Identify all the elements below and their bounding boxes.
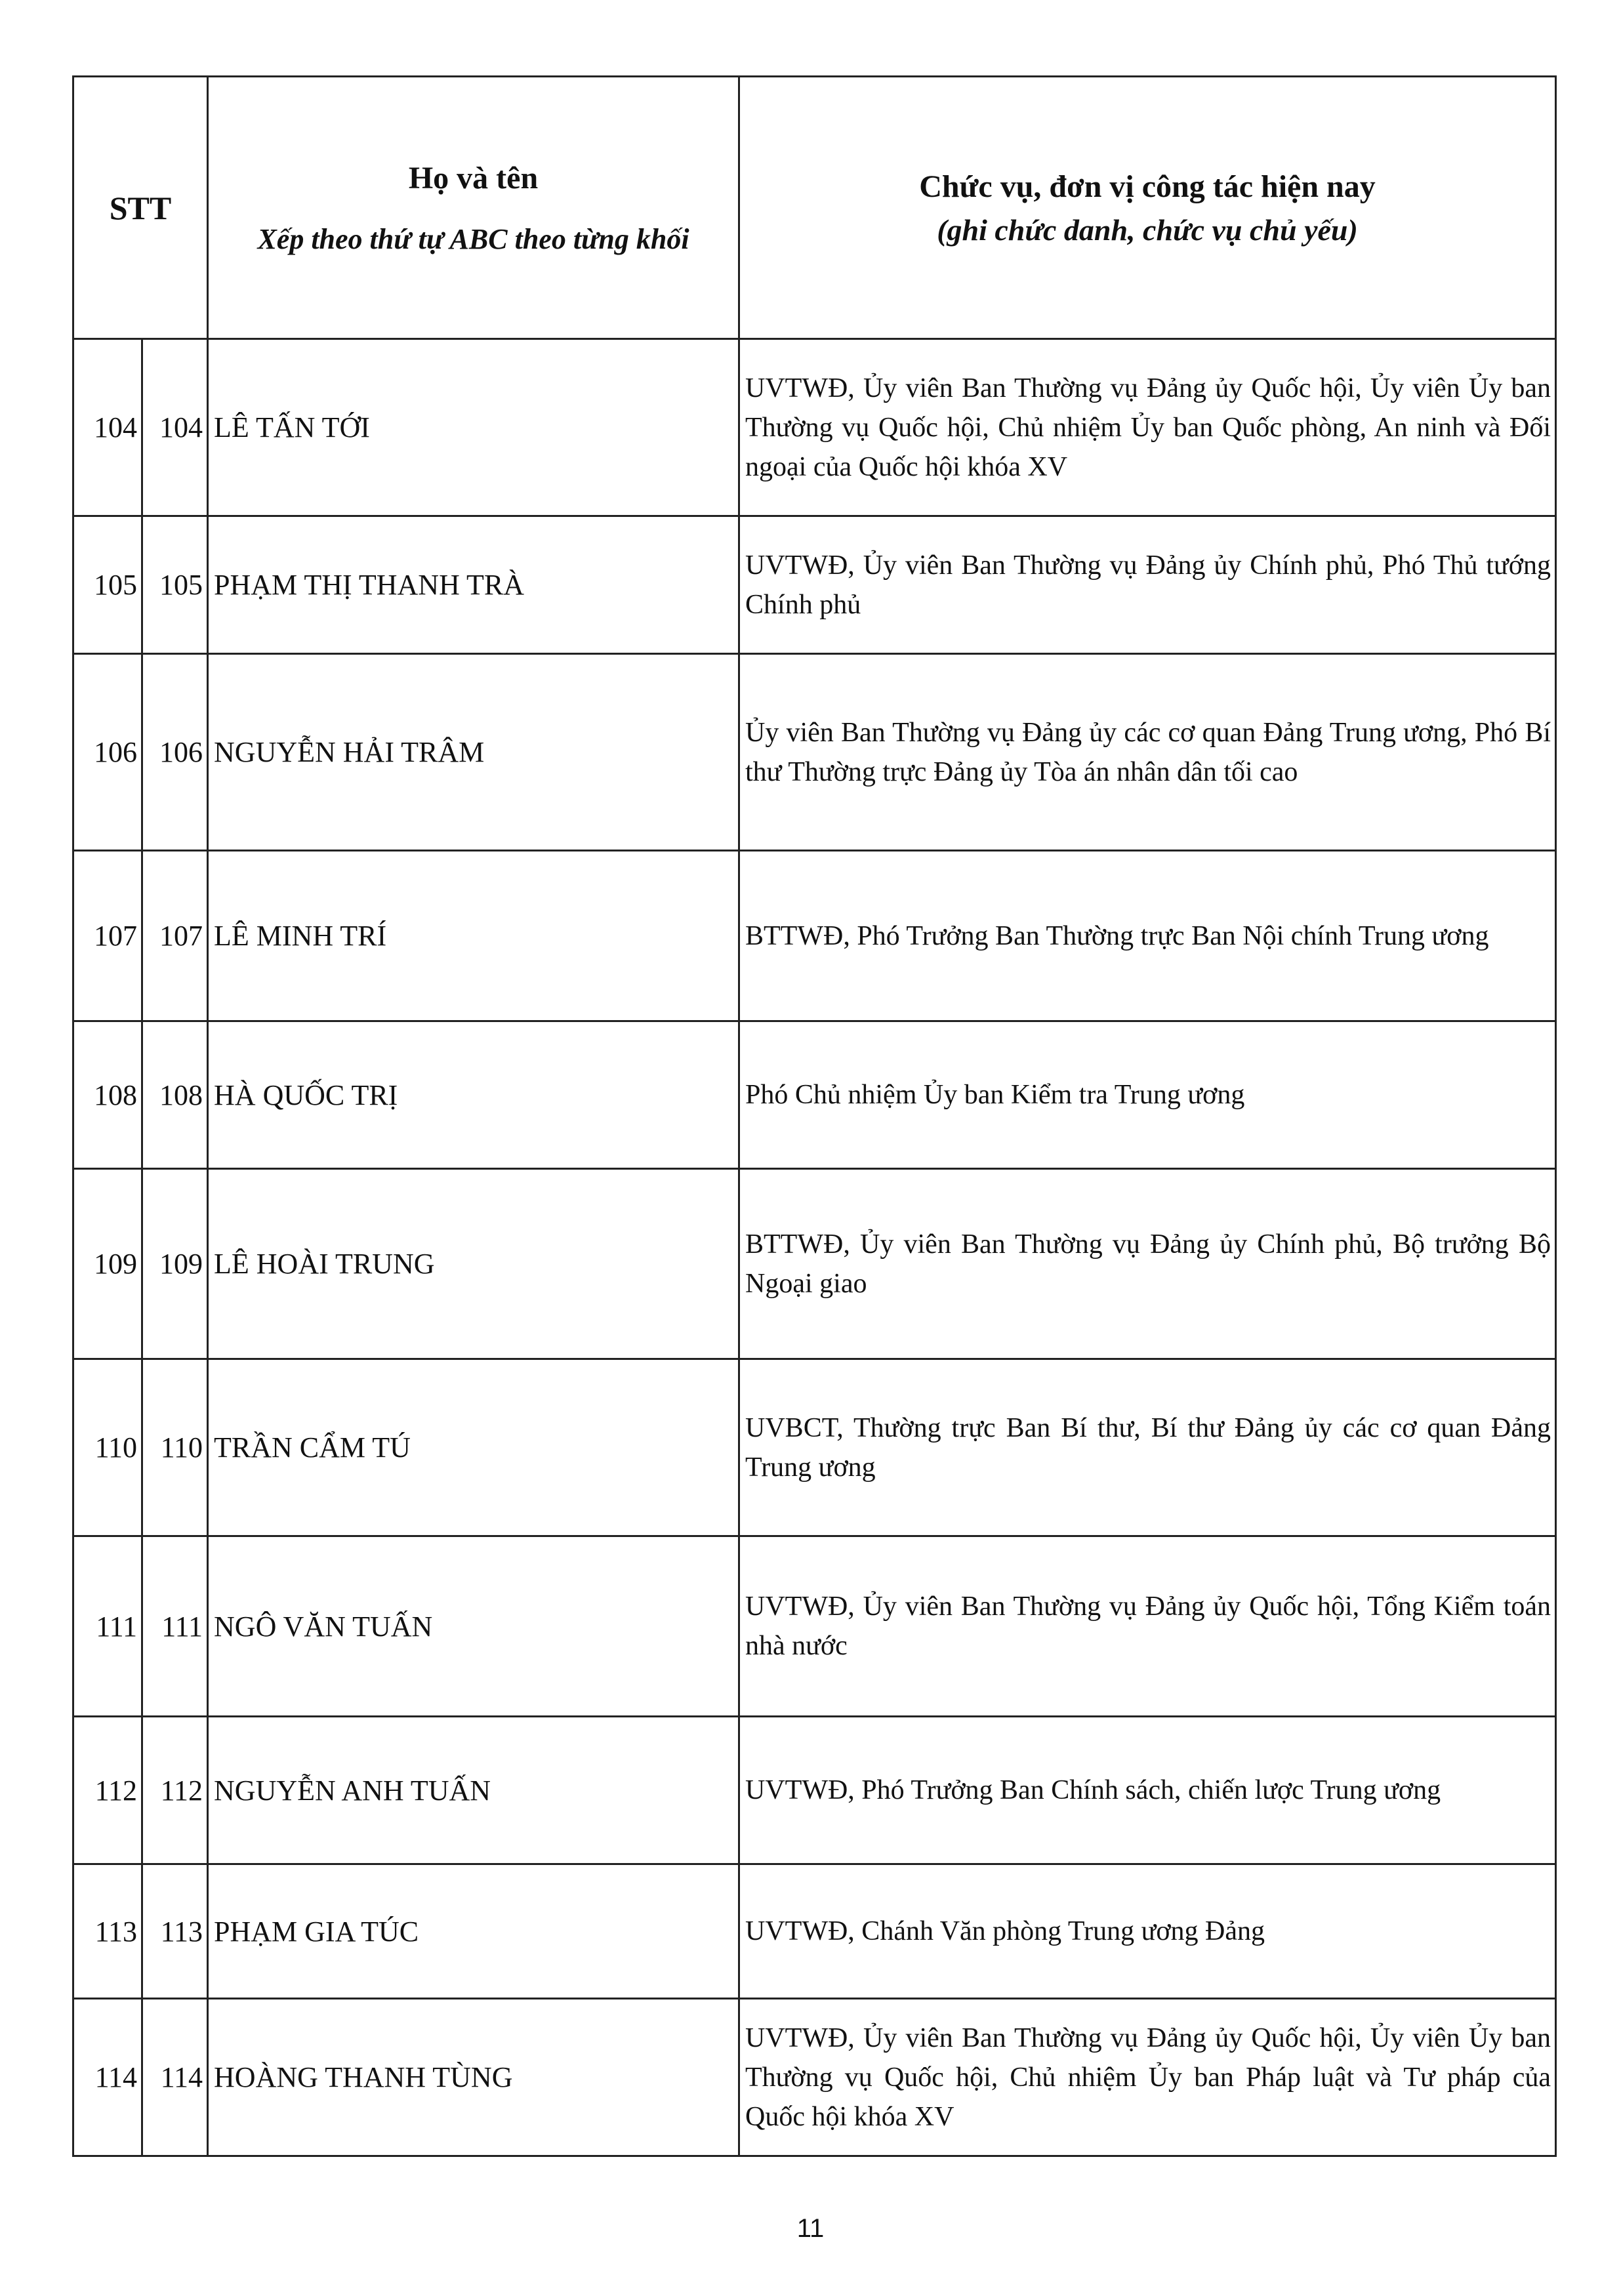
- row-position: UVTWĐ, Phó Trưởng Ban Chính sách, chiến lược Trung ương: [739, 1717, 1556, 1864]
- table-row: [73, 1864, 1556, 1999]
- row-name: PHẠM THỊ THANH TRÀ: [208, 516, 739, 654]
- table-row: [73, 654, 1556, 851]
- header-position-title: Chức vụ, đơn vị công tác hiện nay: [919, 169, 1376, 204]
- header-position: [739, 77, 1556, 339]
- header-name: [208, 77, 739, 339]
- row-stt-group: 110: [142, 1359, 208, 1536]
- row-name: PHẠM GIA TÚC: [208, 1864, 739, 1999]
- header-name-subtitle: Xếp theo thứ tự ABC theo từng khối: [257, 222, 689, 255]
- header-position-subtitle: (ghi chức danh, chức vụ chủ yếu): [937, 213, 1358, 247]
- row-stt: 105: [73, 516, 142, 654]
- row-position: UVTWĐ, Chánh Văn phòng Trung ương Đảng: [739, 1864, 1556, 1999]
- row-stt-group: 107: [142, 851, 208, 1021]
- row-stt: 106: [73, 654, 142, 851]
- row-stt-group: 106: [142, 654, 208, 851]
- row-stt-group: 105: [142, 516, 208, 654]
- table-header-row: [73, 77, 1556, 339]
- table-row: [73, 851, 1556, 1021]
- row-stt-group: 109: [142, 1169, 208, 1359]
- table-row: [73, 1536, 1556, 1717]
- row-name: TRẦN CẨM TÚ: [208, 1359, 739, 1536]
- row-stt: 114: [73, 1999, 142, 2156]
- row-stt: 109: [73, 1169, 142, 1359]
- row-name: NGUYỄN HẢI TRÂM: [208, 654, 739, 851]
- row-position: UVTWĐ, Ủy viên Ban Thường vụ Đảng ủy Quốc hội, Tổng Kiểm toán nhà nước: [739, 1536, 1556, 1717]
- row-stt: 111: [73, 1536, 142, 1717]
- header-name-title: Họ và tên: [408, 160, 539, 195]
- row-stt: 104: [73, 339, 142, 516]
- row-stt-group: 108: [142, 1021, 208, 1169]
- table-row: [73, 1021, 1556, 1169]
- row-stt: 110: [73, 1359, 142, 1536]
- row-position: Phó Chủ nhiệm Ủy ban Kiểm tra Trung ương: [739, 1021, 1556, 1169]
- row-name: LÊ MINH TRÍ: [208, 851, 739, 1021]
- table-row: [73, 339, 1556, 516]
- row-position: BTTWĐ, Phó Trưởng Ban Thường trực Ban Nội chính Trung ương: [739, 851, 1556, 1021]
- table-row: [73, 1169, 1556, 1359]
- table-row: [73, 1717, 1556, 1864]
- row-stt: 107: [73, 851, 142, 1021]
- row-name: HÀ QUỐC TRỊ: [208, 1021, 739, 1169]
- row-stt-group: 112: [142, 1717, 208, 1864]
- row-stt: 113: [73, 1864, 142, 1999]
- row-position: UVTWĐ, Ủy viên Ban Thường vụ Đảng ủy Quốc hội, Ủy viên Ủy ban Thường vụ Quốc hội, Chủ nhiệm Ủy ban Quốc phòng, An ninh và Đối ngoại của Quốc hội khóa XV: [739, 339, 1556, 516]
- row-position: UVTWĐ, Ủy viên Ban Thường vụ Đảng ủy Chính phủ, Phó Thủ tướng Chính phủ: [739, 516, 1556, 654]
- personnel-table: [72, 75, 1557, 2157]
- row-stt-group: 111: [142, 1536, 208, 1717]
- row-name: HOÀNG THANH TÙNG: [208, 1999, 739, 2156]
- row-stt: 108: [73, 1021, 142, 1169]
- row-name: NGUYỄN ANH TUẤN: [208, 1717, 739, 1864]
- table-row: [73, 1359, 1556, 1536]
- row-name: LÊ TẤN TỚI: [208, 339, 739, 516]
- row-position: BTTWĐ, Ủy viên Ban Thường vụ Đảng ủy Chính phủ, Bộ trưởng Bộ Ngoại giao: [739, 1169, 1556, 1359]
- table-row: [73, 516, 1556, 654]
- table-row: [73, 1999, 1556, 2156]
- row-position: UVTWĐ, Ủy viên Ban Thường vụ Đảng ủy Quốc hội, Ủy viên Ủy ban Thường vụ Quốc hội, Chủ nhiệm Ủy ban Pháp luật và Tư pháp của Quốc hội khóa XV: [739, 1999, 1556, 2156]
- row-stt-group: 104: [142, 339, 208, 516]
- row-name: LÊ HOÀI TRUNG: [208, 1169, 739, 1359]
- row-position: Ủy viên Ban Thường vụ Đảng ủy các cơ quan Đảng Trung ương, Phó Bí thư Thường trực Đảng ủy Tòa án nhân dân tối cao: [739, 654, 1556, 851]
- row-stt-group: 113: [142, 1864, 208, 1999]
- row-name: NGÔ VĂN TUẤN: [208, 1536, 739, 1717]
- row-stt: 112: [73, 1717, 142, 1864]
- row-stt-group: 114: [142, 1999, 208, 2156]
- header-stt: STT: [73, 77, 208, 339]
- row-position: UVBCT, Thường trực Ban Bí thư, Bí thư Đảng ủy các cơ quan Đảng Trung ương: [739, 1359, 1556, 1536]
- page-number: 11: [796, 2214, 825, 2243]
